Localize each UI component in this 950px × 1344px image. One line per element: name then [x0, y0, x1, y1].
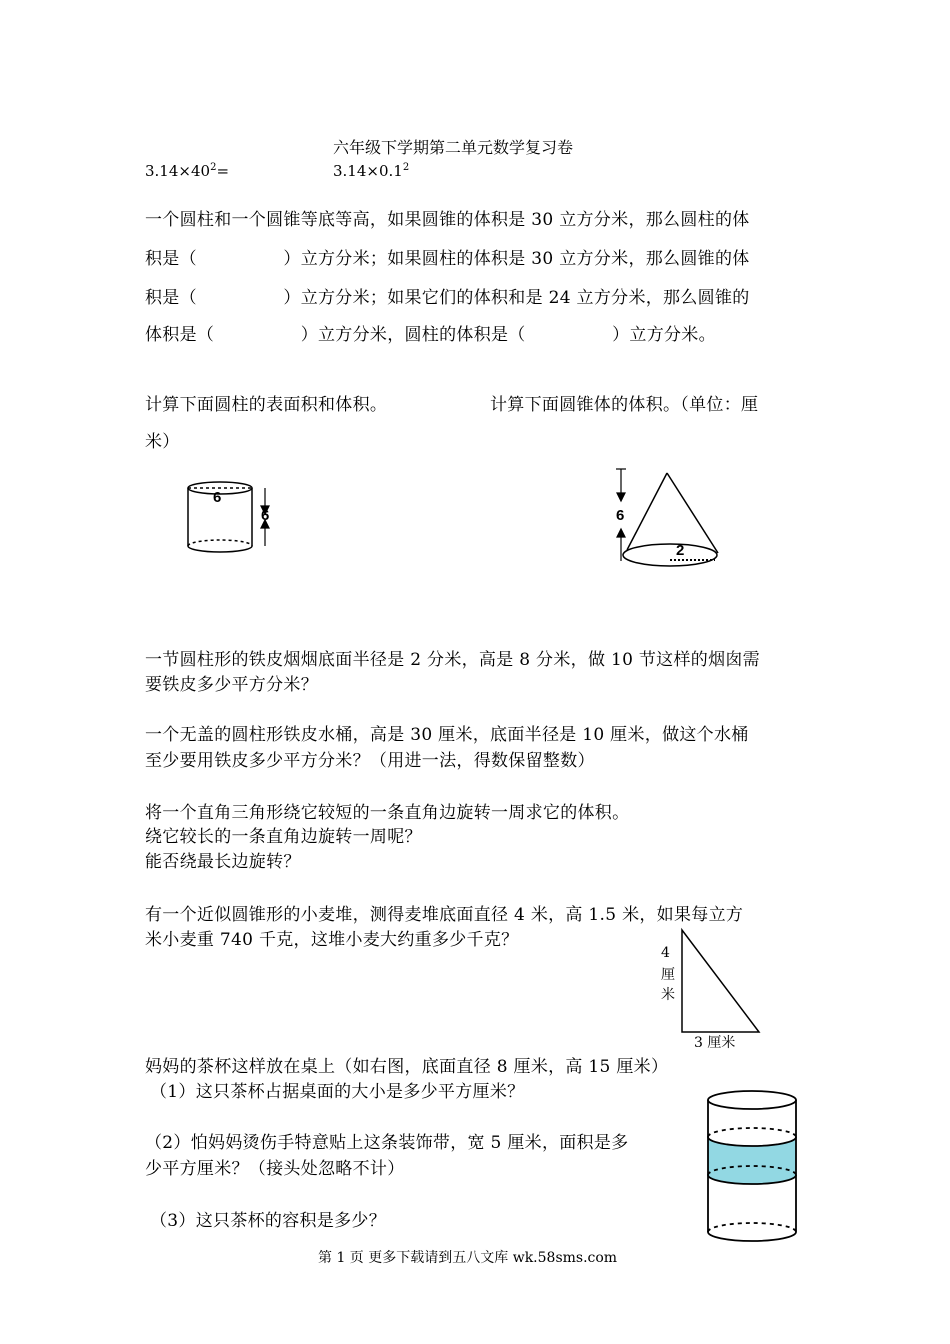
- q1-line4: 体积是（ ）立方分米，圆柱的体积是（ ）立方分米。: [145, 325, 716, 345]
- triangle-height-unit2: 米: [661, 987, 675, 1003]
- q1-line3: 积是（ ）立方分米；如果它们的体积和是 24 立方分米，那么圆锥的: [145, 288, 750, 308]
- page-title: 六年级下学期第二单元数学复习卷: [333, 138, 574, 157]
- page-footer: 第 1 页 更多下载请到五八文库 wk.58sms.com: [318, 1250, 618, 1266]
- q7-part3: （3）这只茶杯的容积是多少？: [150, 1211, 387, 1231]
- cone-radius-label: 2: [676, 542, 685, 559]
- cylinder-height-label: 6: [261, 507, 270, 524]
- triangle-base-label: 3 厘米: [694, 1035, 736, 1051]
- q7-part1: （1）这只茶杯占据桌面的大小是多少平方厘米？: [150, 1082, 525, 1102]
- calc-b: $3.14\times 0.1^2$: [333, 162, 410, 180]
- triangle-height-unit1: 厘: [661, 967, 675, 983]
- cone-height-label: 6: [616, 507, 625, 524]
- q6-line2: 米小麦重 740 千克，这堆小麦大约重多少千克？: [145, 930, 519, 950]
- calc-a: $3.14\times 40^2=$: [145, 162, 230, 180]
- cone-shape: [623, 473, 718, 566]
- q5-line3: 能否绕最长边旋转？: [145, 852, 301, 872]
- q4-line1: 一个无盖的圆柱形铁皮水桶，高是 30 厘米，底面半径是 10 厘米，做这个水桶: [145, 725, 749, 745]
- triangle-height-num: 4: [661, 945, 670, 961]
- cylinder-diameter-label: 6: [213, 489, 222, 506]
- q2-left: 计算下面圆柱的表面积和体积。: [145, 395, 388, 415]
- right-triangle: [682, 930, 759, 1032]
- q3-line2: 要铁皮多少平方分米？: [145, 675, 318, 695]
- q4-line2: 至少要用铁皮多少平方分米？（用进一法，得数保留整数）: [145, 751, 595, 771]
- q3-line1: 一节圆柱形的铁皮烟烟底面半径是 2 分米，高是 8 分米，做 10 节这样的烟囱需: [145, 650, 760, 670]
- q5-line1: 将一个直角三角形绕它较短的一条直角边旋转一周求它的体积。: [145, 803, 630, 823]
- q7-intro: 妈妈的茶杯这样放在桌上（如右图，底面直径 8 厘米，高 15 厘米）: [145, 1057, 669, 1077]
- q7-part2-line2: 少平方厘米？（接头处忽略不计）: [145, 1159, 405, 1179]
- q5-line2: 绕它较长的一条直角边旋转一周呢？: [145, 827, 422, 847]
- q2-wrap: 米）: [145, 432, 180, 452]
- teacup-figure: [700, 1082, 805, 1252]
- q7-part2-line1: （2）怕妈妈烫伤手特意贴上这条装饰带，宽 5 厘米，面积是多: [145, 1133, 629, 1153]
- cone-figure: [610, 465, 730, 575]
- q2-right: 计算下面圆锥体的体积。（单位：厘: [490, 395, 759, 415]
- triangle-figure: [675, 925, 770, 1037]
- q1-line1: 一个圆柱和一个圆锥等底等高，如果圆锥的体积是 30 立方分米，那么圆柱的体: [145, 210, 750, 230]
- q1-line2: 积是（ ）立方分米；如果圆柱的体积是 30 立方分米，那么圆锥的体: [145, 249, 750, 269]
- q6-line1: 有一个近似圆锥形的小麦堆，测得麦堆底面直径 4 米，高 1.5 米，如果每立方: [145, 905, 744, 925]
